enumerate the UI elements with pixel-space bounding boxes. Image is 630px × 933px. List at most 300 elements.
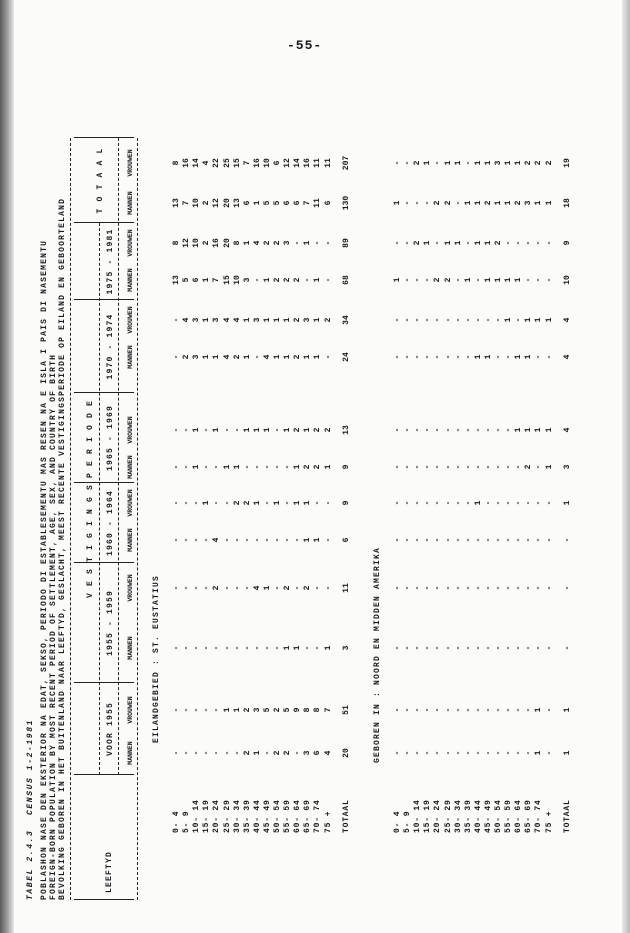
table-cell: 1 [544, 317, 554, 323]
table-cell: 10 [192, 198, 202, 208]
table-cell: - [534, 537, 544, 543]
table-cell: - [453, 200, 463, 206]
table-cell: - [182, 707, 192, 713]
table-cell: 1 [283, 645, 293, 651]
column-separator [74, 222, 134, 223]
table-cell: - [423, 645, 433, 651]
table-cell: - [262, 464, 272, 470]
table-cell: - [443, 427, 453, 433]
male-column-label: MANNEN [127, 528, 134, 552]
table-cell: - [323, 537, 333, 543]
table-cell: - [453, 645, 463, 651]
table-cell: 1 [534, 427, 544, 433]
age-group-label: 40- 44 [473, 799, 483, 833]
table-cell: - [483, 645, 493, 651]
table-cell: - [433, 464, 443, 470]
table-cell: 14 [293, 158, 303, 168]
table-cell: 1 [494, 200, 503, 206]
table-cell: 12 [212, 198, 222, 208]
table-cell: - [443, 585, 453, 591]
age-group-label: 40- 44 [252, 799, 262, 833]
table-cell: - [494, 464, 503, 470]
table-cell: 2 [293, 317, 303, 323]
table-cell: - [483, 585, 493, 591]
table-cell: - [453, 464, 463, 470]
table-cell: - [172, 707, 181, 713]
total-cell: 3 [341, 645, 351, 651]
period-label: 1965 - 1969 [106, 405, 115, 472]
table-cell: - [443, 354, 453, 360]
table-cell: - [463, 240, 473, 246]
table-cell: - [202, 537, 212, 543]
total-cell: 51 [341, 705, 351, 715]
table-cell: 1 [473, 200, 483, 206]
table-cell: - [202, 645, 212, 651]
table-cell: - [232, 750, 242, 756]
table-cell: 1 [293, 464, 303, 470]
table-cell: - [494, 750, 503, 756]
table-cell: 11 [313, 158, 323, 168]
female-column-label: VROUWEN [127, 696, 134, 724]
table-cell: - [514, 240, 524, 246]
age-group-label: 35- 39 [463, 799, 473, 833]
table-cell: 2 [273, 707, 282, 713]
table-cell: - [463, 537, 473, 543]
table-cell: - [494, 537, 503, 543]
table-cell: 1 [202, 354, 212, 360]
table-cell: - [524, 707, 534, 713]
table-cell: - [192, 537, 202, 543]
table-cell: - [182, 645, 192, 651]
table-cell: - [293, 585, 303, 591]
table-cell: 1 [242, 240, 252, 246]
total-cell: 24 [341, 352, 351, 362]
table-cell: 1 [192, 427, 202, 433]
table-cell: 3 [192, 354, 202, 360]
table-cell: 1 [242, 317, 252, 323]
table-cell: 2 [313, 427, 323, 433]
table-cell: 7 [323, 707, 333, 713]
table-cell: 11 [313, 198, 323, 208]
table-cell: - [504, 464, 514, 470]
table-cell: - [182, 537, 192, 543]
table-cell: 7 [182, 200, 192, 206]
table-cell: 2 [323, 427, 333, 433]
total-cell: 3 [562, 464, 572, 470]
table-cell: - [323, 277, 333, 283]
female-column-label: VROUWEN [127, 229, 134, 257]
table-cell: 1 [262, 317, 272, 323]
table-cell: - [423, 354, 433, 360]
table-cell: 1 [514, 427, 524, 433]
table-cell: 1 [283, 427, 293, 433]
table-cell: - [403, 464, 413, 470]
total-cell: 34 [341, 315, 351, 325]
total-cell: - [562, 537, 572, 543]
table-cell: - [413, 750, 423, 756]
table-cell: 1 [423, 160, 433, 166]
title-papiamentu: POBLASHON NASE DEN EKSTERIOR NA EDAT, SEKSO, PERIODO DI ESTABLESEMENTU MAS RESEN NA E ISLA I PAIS DI NASEMENTU [40, 239, 49, 900]
table-cell: 6 [242, 200, 252, 206]
table-cell: 4 [222, 317, 232, 323]
total-row-label: TOTAAL [341, 799, 351, 833]
table-cell: 1 [313, 277, 323, 283]
table-cell: 2 [182, 354, 192, 360]
age-group-label: 45- 49 [262, 799, 272, 833]
table-cell: 1 [514, 354, 524, 360]
table-cell: 2 [443, 277, 453, 283]
table-cell: 2 [283, 750, 293, 756]
table-cell: - [202, 585, 212, 591]
column-separator [74, 899, 134, 900]
table-cell: - [423, 427, 433, 433]
table-cell: - [403, 750, 413, 756]
table-cell: - [242, 464, 252, 470]
table-cell: - [423, 707, 433, 713]
table-cell: 10 [192, 238, 202, 248]
table-cell: - [393, 317, 402, 323]
table-cell: - [423, 317, 433, 323]
table-cell: - [544, 645, 554, 651]
table-cell: - [262, 500, 272, 506]
table-cell: 2 [293, 427, 303, 433]
table-cell: - [403, 707, 413, 713]
table-cell: 1 [473, 240, 483, 246]
table-cell: 1 [303, 427, 313, 433]
table-cell: - [232, 427, 242, 433]
table-cell: - [202, 707, 212, 713]
section-label: GEBOREN IN : NOORD EN MIDDEN AMERIKA [373, 546, 382, 763]
age-group-label: 25- 29 [222, 799, 232, 833]
total-cell: 20 [341, 748, 351, 758]
table-cell: - [283, 537, 293, 543]
table-cell: - [534, 585, 544, 591]
section-label: EILANDGEBIED : ST. EUSTATIUS [152, 574, 161, 743]
table-cell: 7 [242, 160, 252, 166]
table-cell: 1 [453, 240, 463, 246]
total-row-label: TOTAAL [562, 799, 572, 833]
table-cell: 1 [303, 240, 313, 246]
table-cell: - [483, 750, 493, 756]
table-cell: 1 [483, 277, 493, 283]
table-cell: - [473, 750, 483, 756]
table-cell: - [273, 537, 282, 543]
table-cell: - [403, 160, 413, 166]
table-cell: 1 [393, 200, 402, 206]
table-cell: - [473, 277, 483, 283]
table-cell: - [423, 500, 433, 506]
table-cell: - [473, 707, 483, 713]
table-cell: - [192, 500, 202, 506]
table-cell: 1 [504, 317, 514, 323]
table-cell: 4 [222, 354, 232, 360]
table-cell: 2 [202, 240, 212, 246]
table-cell: 2 [323, 317, 333, 323]
table-cell: 2 [232, 500, 242, 506]
table-cell: 1 [293, 500, 303, 506]
table-cell: - [413, 500, 423, 506]
table-cell: - [303, 277, 313, 283]
table-cell: 1 [323, 464, 333, 470]
table-cell: - [182, 427, 192, 433]
table-cell: - [423, 750, 433, 756]
age-group-label: 5- 9 [403, 810, 413, 833]
table-cell: 16 [303, 158, 313, 168]
table-cell: - [423, 585, 433, 591]
table-cell: 3 [494, 160, 503, 166]
table-cell: 6 [273, 160, 282, 166]
table-cell: - [413, 537, 423, 543]
table-cell: - [202, 750, 212, 756]
table-cell: - [463, 354, 473, 360]
header-bottom-rule [137, 138, 138, 900]
table-cell: 1 [303, 537, 313, 543]
table-cell: 4 [252, 240, 262, 246]
table-cell: 1 [252, 200, 262, 206]
table-cell: - [463, 160, 473, 166]
table-cell: 1 [303, 500, 313, 506]
table-cell: - [433, 645, 443, 651]
table-cell: 6 [283, 200, 293, 206]
table-cell: 2 [293, 354, 303, 360]
table-cell: 1 [443, 240, 453, 246]
table-cell: - [413, 464, 423, 470]
table-cell: - [252, 645, 262, 651]
column-separator [74, 299, 134, 300]
table-cell: 2 [433, 277, 443, 283]
table-cell: - [393, 160, 402, 166]
table-cell: 22 [212, 158, 222, 168]
table-cell: - [494, 707, 503, 713]
table-cell: - [534, 645, 544, 651]
age-group-label: 55- 59 [504, 799, 514, 833]
table-cell: - [393, 464, 402, 470]
table-cell: 1 [534, 317, 544, 323]
table-cell: - [393, 427, 402, 433]
table-cell: - [463, 317, 473, 323]
table-cell: - [433, 750, 443, 756]
table-cell: - [514, 317, 524, 323]
table-cell: - [514, 645, 524, 651]
total-cell: 130 [341, 195, 351, 211]
table-cell: 1 [232, 464, 242, 470]
table-cell: - [544, 585, 554, 591]
table-cell: 13 [172, 198, 181, 208]
period-label: 1955 - 1959 [106, 590, 115, 657]
table-cell: - [323, 354, 333, 360]
table-cell: 8 [232, 240, 242, 246]
age-group-label: 30- 34 [453, 799, 463, 833]
total-cell: - [562, 645, 572, 651]
table-cell: - [323, 500, 333, 506]
table-cell: - [514, 537, 524, 543]
table-cell: - [212, 500, 222, 506]
table-cell: 3 [303, 317, 313, 323]
table-cell: - [393, 240, 402, 246]
table-cell: - [433, 240, 443, 246]
table-cell: - [403, 277, 413, 283]
table-cell: 1 [202, 500, 212, 506]
table-cell: 12 [283, 158, 293, 168]
table-cell: - [182, 500, 192, 506]
table-cell: 1 [262, 427, 272, 433]
table-cell: - [483, 317, 493, 323]
table-cell: - [273, 585, 282, 591]
table-cell: 2 [433, 200, 443, 206]
table-cell: - [222, 537, 232, 543]
table-cell: 1 [473, 354, 483, 360]
table-cell: 2 [283, 277, 293, 283]
table-cell: - [463, 500, 473, 506]
male-column-label: MANNEN [127, 191, 134, 215]
table-cell: 2 [413, 240, 423, 246]
table-cell: 1 [303, 354, 313, 360]
table-cell: 1 [222, 464, 232, 470]
total-cell: 9 [562, 240, 572, 246]
table-cell: - [514, 500, 524, 506]
table-cell: - [313, 645, 323, 651]
table-cell: 1 [443, 160, 453, 166]
table-cell: - [524, 645, 534, 651]
table-cell: 11 [323, 158, 333, 168]
period-label: 1960 - 1964 [106, 490, 115, 557]
table-cell: - [252, 354, 262, 360]
table-cell: - [473, 645, 483, 651]
table-cell: - [192, 707, 202, 713]
table-cell: - [443, 707, 453, 713]
table-cell: 1 [393, 277, 402, 283]
table-cell: - [232, 585, 242, 591]
table-cell: 2 [494, 240, 503, 246]
table-cell: - [494, 427, 503, 433]
table-cell: 15 [232, 158, 242, 168]
period-label: 1975 - 1981 [106, 228, 115, 295]
table-cell: 20 [222, 198, 232, 208]
table-cell: - [463, 464, 473, 470]
table-cell: - [262, 750, 272, 756]
table-cell: - [494, 500, 503, 506]
table-cell: 7 [212, 277, 222, 283]
table-cell: 4 [262, 354, 272, 360]
table-cell: - [413, 200, 423, 206]
male-column-label: MANNEN [127, 741, 134, 765]
table-cell: - [293, 537, 303, 543]
female-column-label: VROUWEN [127, 489, 134, 517]
table-cell: - [544, 500, 554, 506]
table-cell: - [524, 750, 534, 756]
column-separator [74, 482, 134, 483]
table-cell: - [544, 240, 554, 246]
age-group-label: 70- 74 [313, 799, 323, 833]
age-group-label: 45- 49 [483, 799, 493, 833]
female-column-label: VROUWEN [127, 416, 134, 444]
table-cell: - [192, 750, 202, 756]
table-cell: - [403, 200, 413, 206]
table-cell: - [483, 464, 493, 470]
table-cell: - [504, 537, 514, 543]
total-cell: 207 [341, 155, 351, 171]
table-cell: - [473, 537, 483, 543]
table-cell: - [473, 427, 483, 433]
table-cell: 1 [494, 277, 503, 283]
table-cell: - [433, 537, 443, 543]
table-cell: - [494, 585, 503, 591]
table-cell: - [172, 427, 181, 433]
table-cell: - [483, 427, 493, 433]
table-cell: 1 [473, 160, 483, 166]
table-cell: - [172, 750, 181, 756]
total-cell: 19 [562, 158, 572, 168]
table-cell: - [222, 645, 232, 651]
age-group-label: 10- 14 [413, 799, 423, 833]
table-cell: 6 [192, 277, 202, 283]
period-label: VOOR 1955 [106, 702, 115, 757]
table-cell: 16 [252, 158, 262, 168]
total-cell: 1 [562, 500, 572, 506]
table-cell: - [413, 707, 423, 713]
age-group-label: 5- 9 [182, 810, 192, 833]
period-rule [99, 223, 100, 775]
age-group-label: 35- 39 [242, 799, 252, 833]
table-cell: 4 [182, 317, 192, 323]
table-cell: 2 [313, 464, 323, 470]
table-cell: - [393, 750, 402, 756]
table-cell: - [172, 585, 181, 591]
table-cell: - [453, 537, 463, 543]
table-cell: 1 [252, 750, 262, 756]
table-cell: - [222, 585, 232, 591]
table-cell: - [413, 317, 423, 323]
table-cell: 1 [273, 354, 282, 360]
table-cell: - [413, 277, 423, 283]
table-cell: - [504, 750, 514, 756]
table-cell: 1 [514, 277, 524, 283]
table-cell: - [463, 707, 473, 713]
table-cell: - [403, 585, 413, 591]
table-cell: - [252, 277, 262, 283]
table-cell: - [463, 645, 473, 651]
table-cell: - [463, 585, 473, 591]
table-cell: 2 [273, 277, 282, 283]
table-cell: 1 [463, 277, 473, 283]
census-date: CENSUS 1-2-1981 [26, 718, 35, 815]
table-cell: - [182, 464, 192, 470]
table-cell: - [534, 354, 544, 360]
table-cell: - [232, 537, 242, 543]
table-cell: 2 [212, 585, 222, 591]
table-cell: 3 [303, 750, 313, 756]
table-cell: - [192, 645, 202, 651]
table-cell: 2 [443, 200, 453, 206]
table-cell: 1 [483, 240, 493, 246]
total-cell: 13 [341, 425, 351, 435]
table-cell: - [514, 750, 524, 756]
table-cell: - [463, 427, 473, 433]
table-cell: - [202, 427, 212, 433]
age-group-label: 50- 54 [273, 799, 282, 833]
table-cell: 1 [504, 277, 514, 283]
table-cell: 1 [262, 277, 272, 283]
table-cell: - [212, 750, 222, 756]
table-cell: - [303, 645, 313, 651]
table-cell: - [393, 645, 402, 651]
table-cell: - [403, 240, 413, 246]
table-cell: 2 [232, 354, 242, 360]
page-number: -55- [287, 38, 323, 53]
table-cell: 8 [313, 707, 323, 713]
table-cell: - [413, 645, 423, 651]
table-cell: 20 [222, 238, 232, 248]
